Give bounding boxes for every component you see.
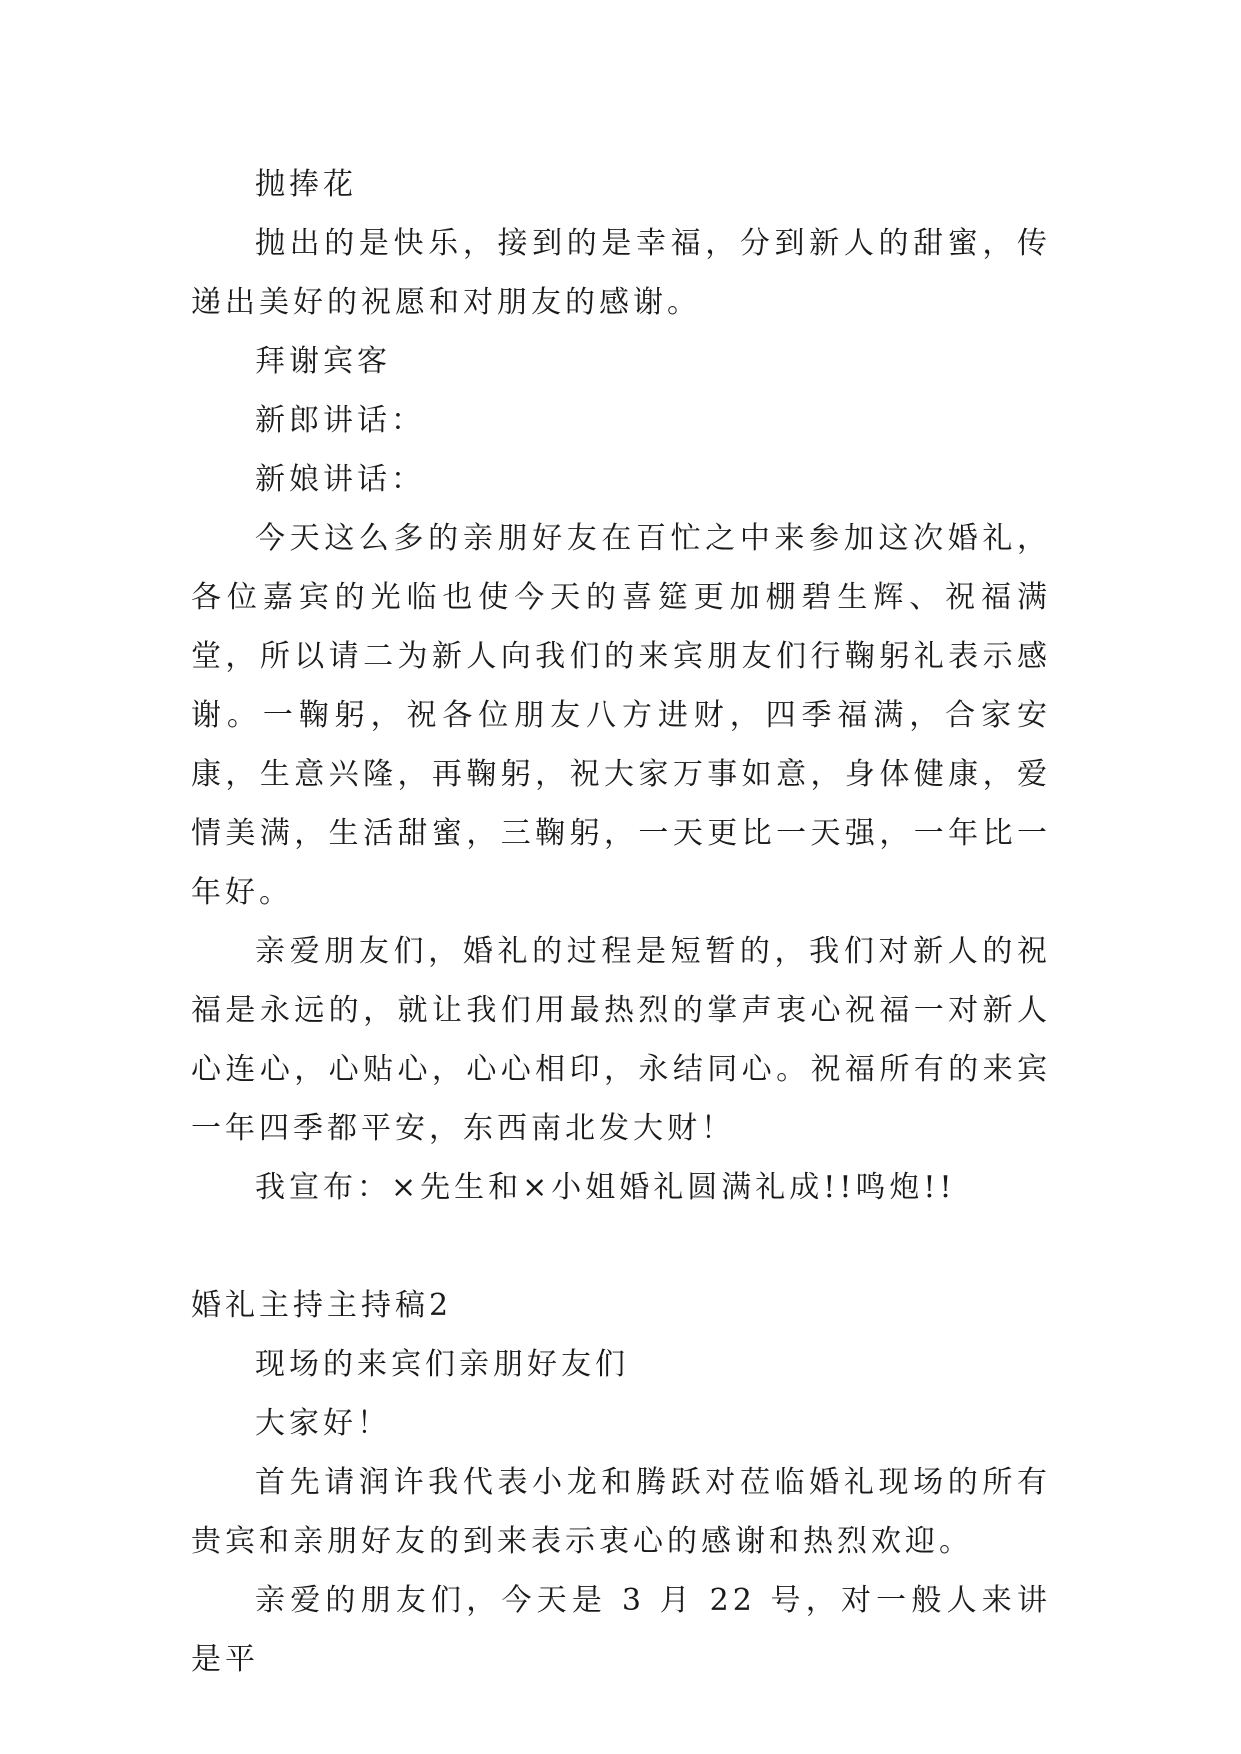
heading-thank-guests: 拜谢宾客: [255, 344, 391, 379]
blessing-paragraph: 亲爱朋友们，婚礼的过程是短暂的，我们对新人的祝福是永远的，就让我们用最热烈的掌声衷心祝福一对新人心连心，心贴心，心心相印，永结同心。祝福所有的来宾一年四季都平安，东西南北发大财！: [191, 934, 1051, 1146]
groom-speech-label: 新郎讲话：: [255, 403, 425, 438]
section-title: 婚礼主持主持稿2: [191, 1288, 453, 1323]
greeting-line: 现场的来宾们亲朋好友们: [255, 1347, 629, 1382]
announcement-paragraph: 我宣布：×先生和×小姐婚礼圆满礼成!!鸣炮!!: [255, 1170, 956, 1205]
heading-bouquet-toss: 抛捧花: [255, 167, 357, 202]
date-paragraph: 亲爱的朋友们，今天是 3 月 22 号，对一般人来讲是平: [191, 1583, 1051, 1677]
document-body: [191, 155, 1051, 1689]
bride-speech-label: 新娘讲话：: [255, 462, 425, 497]
thanks-paragraph: 今天这么多的亲朋好友在百忙之中来参加这次婚礼，各位嘉宾的光临也使今天的喜筵更加棚碧生辉、祝福满堂，所以请二为新人向我们的来宾朋友们行鞠躬礼表示感谢。一鞠躬，祝各位朋友八方进财，四季福满，合家安康，生意兴隆，再鞠躬，祝大家万事如意，身体健康，爱情美满，生活甜蜜，三鞠躬，一天更比一天强，一年比一年好。: [191, 521, 1051, 910]
welcome-paragraph: 首先请润许我代表小龙和腾跃对莅临婚礼现场的所有贵宾和亲朋好友的到来表示衷心的感谢和热烈欢迎。: [191, 1465, 1051, 1559]
section-gap: [191, 1217, 1051, 1276]
hello-line: 大家好！: [255, 1406, 391, 1441]
bouquet-paragraph: 抛出的是快乐，接到的是幸福，分到新人的甜蜜，传递出美好的祝愿和对朋友的感谢。: [191, 226, 1051, 320]
